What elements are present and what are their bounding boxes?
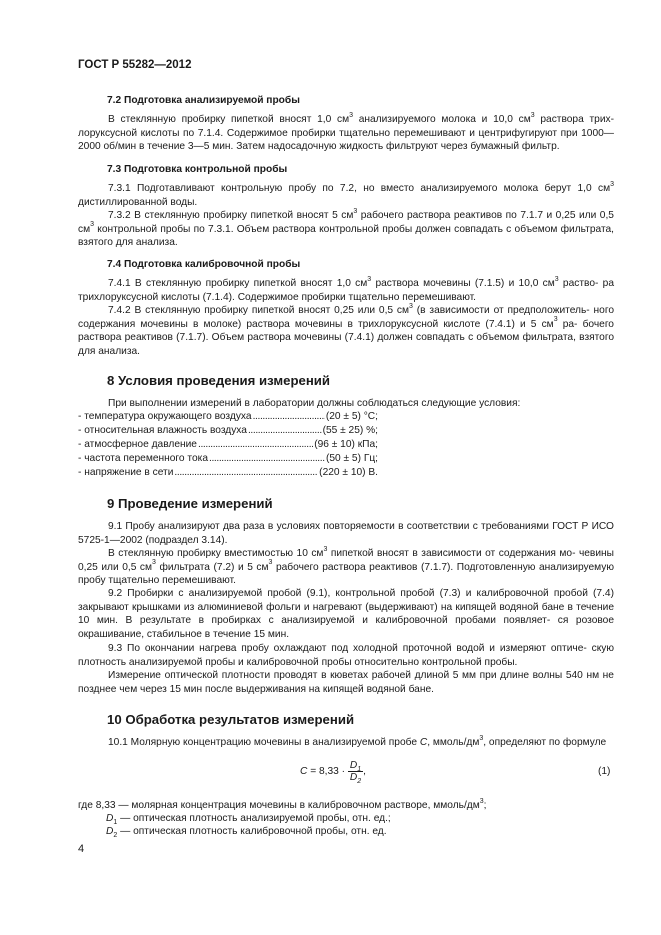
formula-where-line: где 8,33 — молярная концентрация мочевины в калибровочном растворе, ммоль/$дм^3$; [78, 797, 487, 811]
section-7-4-title: 7.4 Подготовка калибровочной пробы [107, 259, 301, 270]
section-7-2-title: 7.2 Подготовка анализируемой пробы [107, 95, 300, 106]
formula-d2-definition: $D_2$ — оптическая плотность калибровочной пробы, отн. ед. [106, 826, 387, 840]
section-7-3-1-paragraph: 7.3.1 Подготавливают контрольную пробу по 7.2, но вместо анализируемого молока берут 1,0 $см^3$ дистиллированной воды. [78, 180, 614, 208]
section-9-3-paragraph: 9.3 По окончании нагрева пробу охлаждают под холодной проточной водой и измеряют оптиче- скую плотность анализируемой пробы и калибровочной пробы относительно контрольной пробы. [78, 643, 614, 668]
section-8-title: 8 Условия проведения измерений [107, 373, 331, 388]
condition-row: - температура окружающего воздуха . . . (20 ± 5) °С; [78, 410, 378, 424]
condition-row: - атмосферное давление . . . (96 ± 10) кПа; [78, 438, 378, 452]
condition-row: - частота переменного тока . . . (50 ± 5) Гц; [78, 452, 378, 466]
section-9-2-paragraph: 9.2 Пробирки с анализируемой пробой (9.1), контрольной пробой (7.3) и калибровочной пробой (7.4) закрывают крышками из алюминиевой фольги и нагревают (выдерживают) на кипящей водяной бане в течение 10 мин. В результате в пробирках с анализируемой и калибровочной пробами появляет- ся розовое окрашивание, стабильное в течение 15 мин. [78, 588, 614, 641]
formula-1: С = 8,33 · $\frac{D_1}{D_2}$ , [300, 760, 366, 786]
section-10-1-paragraph: 10.1 Молярную концентрацию мочевины в анализируемой пробе С, ммоль/$дм^3$, определяют по формуле [108, 734, 607, 748]
section-7-3-2-paragraph: 7.3.2 В стеклянную пробирку пипеткой вносят 5 $см^3$ рабочего раствора реактивов по 7.1.7 и 0,25 или 0,5 $см^3$ контрольной пробы по 7.3.1. Объем раствора контрольной пробы должен совпадать с объемом фильтрата, взятого для анализа. [78, 207, 614, 249]
section-7-2-paragraph: В стеклянную пробирку пипеткой вносят 1,0 $см^3$ анализируемого молока и 10,0 $см^3$ раствора трих- лоруксусной кислоты по 7.1.4. Содержимое пробирки тщательно перемешивают и центрифугируют при 1000—2000 об/мин в течение 3—5 мин. Затем надосадочную жидкость фильтруют через бумажный фильтр. [78, 111, 614, 153]
standard-header: ГОСТ Р 55282—2012 [78, 59, 192, 71]
page-number: 4 [78, 843, 85, 855]
section-10-title: 10 Обработка результатов измерений [107, 712, 355, 727]
condition-row: - напряжение в сети . . . (220 ± 10) В. [78, 466, 378, 480]
section-9-3-paragraph-2: Измерение оптической плотности проводят в кюветах рабочей длиной 5 мм при длине волны 540 нм не позднее чем через 15 мин после выдерживания на кипящей водяной бане. [78, 670, 614, 695]
section-7-3-title: 7.3 Подготовка контрольной пробы [107, 164, 288, 175]
section-9-1-paragraph: 9.1 Пробу анализируют два раза в условиях повторяемости в соответствии с требованиями ГОСТ Р ИСО 5725-1—2002 (подраздел 3.14). [78, 521, 614, 546]
formula-fraction: $\frac{D_1}{D_2}$ [349, 760, 362, 786]
section-9-title: 9 Проведение измерений [107, 496, 273, 511]
condition-row: - относительная влажность воздуха . . . (55 ± 25) %; [78, 424, 378, 438]
conditions-list [78, 410, 378, 480]
equation-number: (1) [598, 766, 611, 777]
section-8-intro: При выполнении измерений в лаборатории должны соблюдаться следующие условия: [108, 398, 521, 409]
section-7-4-2-paragraph: 7.4.2 В стеклянную пробирку пипеткой вносят 0,25 или 0,5 $см^3$ (в зависимости от предположитель- ного содержания мочевины в молоке) раствора мочевины в трихлоруксусной кислоте (7.4.1) и 5 $см^3$ ра- бочего раствора реактивов (7.1.7). Объем раствора мочевины (7.4.1) должен совпадать с объемом фильтрата, взятого для анализа. [78, 302, 615, 358]
section-9-1-paragraph-2: В стеклянную пробирку вместимостью 10 $см^3$ пипеткой вносят в зависимости от содержания мо- чевины 0,25 или 0,5 $см^3$ фильтрата (7.2) и 5 $см^3$ рабочего раствора реактивов (7.1.7). Подготовленную анализируемую пробу тщательно перемешивают. [78, 545, 614, 587]
section-7-4-1-paragraph: 7.4.1 В стеклянную пробирку пипеткой вносят 1,0 $см^3$ раствора мочевины (7.1.5) и 10,0 $см^3$ раство- ра трихлоруксусной кислоты (7.1.4). Содержимое пробирки тщательно перемешивают. [78, 275, 615, 303]
formula-d1-definition: $D_1$ — оптическая плотность анализируемой пробы, отн. ед.; [106, 813, 391, 827]
